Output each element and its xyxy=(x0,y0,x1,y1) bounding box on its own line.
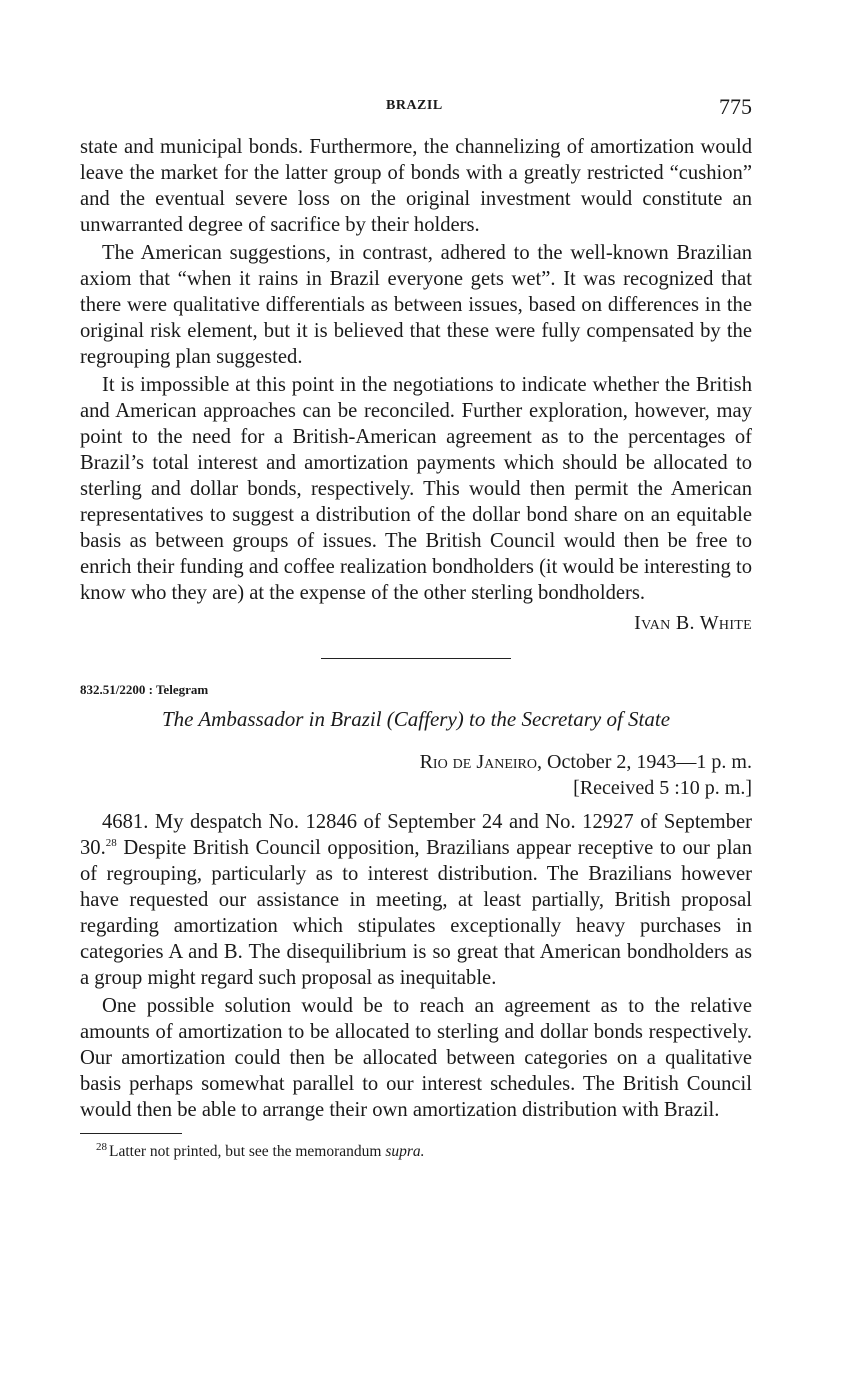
telegram-paragraph-2: One possible solution would be to reach an agreement as to the relative amounts of amortization to be allocated to sterling and dollar bonds respectively. Our amortization could then be allocated between categories on a qualitative basis perhaps somewhat parallel to our interest schedules. The British Council would then be able to arrange their own amortization distribution with Brazil. xyxy=(80,995,752,1121)
paragraph-american-suggestions: The American suggestions, in contrast, adhered to the well-known Brazilian axiom that “when it rains in Brazil everyone gets wet”. It was recognized that there were qualitative differentials as between issues, based on differences in the original risk element, but it is believed that these were fully compensated by the regrouping plan suggested. xyxy=(80,242,752,368)
paragraph-continuation: state and municipal bonds. Furthermore, the channelizing of amortization would leave the market for the latter group of bonds with a greatly restricted “cushion” and the eventual severe loss on the original investment would constitute an unwarranted degree of sacrifice by their holders. xyxy=(80,136,752,236)
signature: Ivan B. White xyxy=(634,612,752,634)
telegram-paragraph-1 xyxy=(80,809,752,991)
footnote-divider xyxy=(80,1133,182,1134)
paragraph-negotiations: It is impossible at this point in the negotiations to indicate whether the British and American approaches can be reconciled. Further exploration, however, may point to the need for a British-American agreement as to the percentages of Brazil’s total interest and amortization payments which should be allocated to sterling and dollar bonds, respectively. This would then permit the American representatives to suggest a distribution of the dollar bond share on an equitable basis as between groups of issues. The British Council would then be free to enrich their funding and coffee realization bondholders (it would be interesting to know who they are) at the expense of the other sterling bondholders. xyxy=(80,374,752,604)
footnote xyxy=(80,1142,752,1162)
footnote-text: Latter not printed, but see the memorandum xyxy=(109,1143,382,1160)
document-page xyxy=(80,94,752,1162)
section-divider xyxy=(321,658,511,659)
running-title: BRAZIL xyxy=(386,98,443,113)
document-title: The Ambassador in Brazil (Caffery) to the Secretary of State xyxy=(161,707,671,731)
dateline-place: Rio de Janeiro xyxy=(419,751,538,773)
dateline xyxy=(80,749,752,775)
running-head xyxy=(80,94,752,124)
file-reference: 832.51/2200 : Telegram xyxy=(80,682,209,697)
telegram-text-start: 4681. My despatch No. 12846 of September 24 and No. 12927 of September 30. xyxy=(80,811,752,859)
footnote-reference: 28 xyxy=(105,837,117,850)
footnote-number: 28 xyxy=(96,1140,107,1153)
telegram-text-rest: Despite British Council opposition, Brazilians appear receptive to our plan of regrouping, particularly as to interest distribution. The Brazilians however have requested our assistance in meeting, at least partially, British proposal regarding amortization which stipulates exceptionally heavy purchases in categories A and B. The disequilibrium is so great that American bondholders as a group might regard such proposal as inequitable. xyxy=(80,837,752,989)
footnote-italic: supra. xyxy=(385,1143,425,1160)
received-time: [Received 5 :10 p. m.] xyxy=(573,777,752,799)
page-number: 775 xyxy=(719,94,752,119)
dateline-date: , October 2, 1943—1 p. m. xyxy=(537,751,752,773)
